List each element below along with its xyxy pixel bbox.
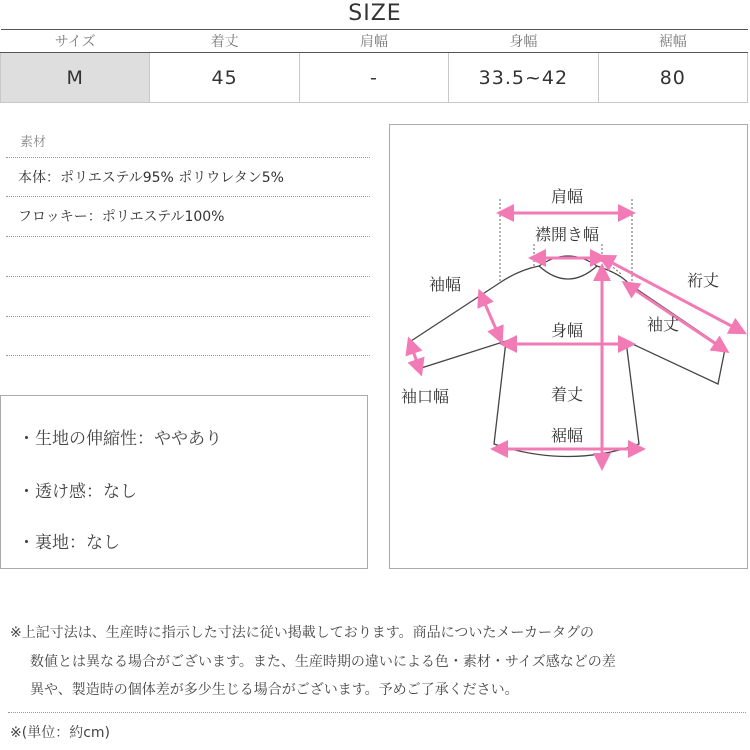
divider bbox=[6, 355, 370, 356]
header-size: サイズ bbox=[1, 30, 150, 53]
header-body-width: 身幅 bbox=[449, 30, 598, 53]
divider bbox=[6, 236, 370, 237]
label-yuki: 裄丈 bbox=[687, 271, 720, 290]
divider bbox=[6, 276, 370, 277]
note-line-2: 数値とは異なる場合がございます。また、生産時期の違いによる色・素材・サイズ感などの差 bbox=[30, 654, 616, 670]
note-line-1: ※上記寸法は、生産時に指示した寸法に従い掲載しております。商品についたメーカータグの bbox=[10, 625, 595, 641]
label-neck: 襟開き幅 bbox=[534, 225, 600, 244]
property-lining: ・裏地：なし bbox=[18, 533, 120, 553]
label-cuff: 袖口幅 bbox=[401, 387, 450, 406]
note-line-3: 異や、製造時の個体差が多少生じる場合がございます。予めご了承ください。 bbox=[30, 682, 519, 698]
material-line-2: フロッキー：ポリエステル100% bbox=[18, 209, 225, 225]
label-shoulder: 肩幅 bbox=[550, 187, 584, 206]
property-sheerness: ・透け感：なし bbox=[18, 482, 137, 502]
material-heading: 素材 bbox=[20, 135, 47, 150]
size-title: SIZE bbox=[348, 1, 402, 26]
table-row bbox=[1, 53, 748, 103]
divider bbox=[6, 316, 370, 317]
unit-note: ※(単位：約cm) bbox=[10, 725, 110, 741]
property-stretch: ・生地の伸縮性：ややあり bbox=[18, 429, 222, 449]
header-hem-width: 裾幅 bbox=[598, 30, 747, 53]
divider bbox=[8, 712, 746, 713]
label-sleeve-length: 袖丈 bbox=[647, 315, 680, 334]
divider bbox=[6, 196, 370, 197]
cell-length: 45 bbox=[150, 53, 299, 103]
garment-diagram bbox=[389, 124, 748, 569]
label-sleeve-width: 袖幅 bbox=[429, 275, 462, 294]
header-shoulder: 肩幅 bbox=[299, 30, 448, 53]
label-hem: 裾幅 bbox=[550, 426, 584, 445]
size-table bbox=[0, 29, 748, 103]
divider bbox=[6, 157, 370, 158]
cell-shoulder: - bbox=[299, 53, 448, 103]
cell-size: M bbox=[1, 53, 150, 103]
cell-hem-width: 80 bbox=[598, 53, 747, 103]
label-length: 着丈 bbox=[550, 385, 584, 404]
material-line-1: 本体：ポリエステル95% ポリウレタン5% bbox=[18, 170, 284, 186]
cell-body-width: 33.5~42 bbox=[449, 53, 598, 103]
label-body-width: 身幅 bbox=[550, 321, 584, 340]
size-table-header-row bbox=[1, 30, 748, 53]
header-length: 着丈 bbox=[150, 30, 299, 53]
